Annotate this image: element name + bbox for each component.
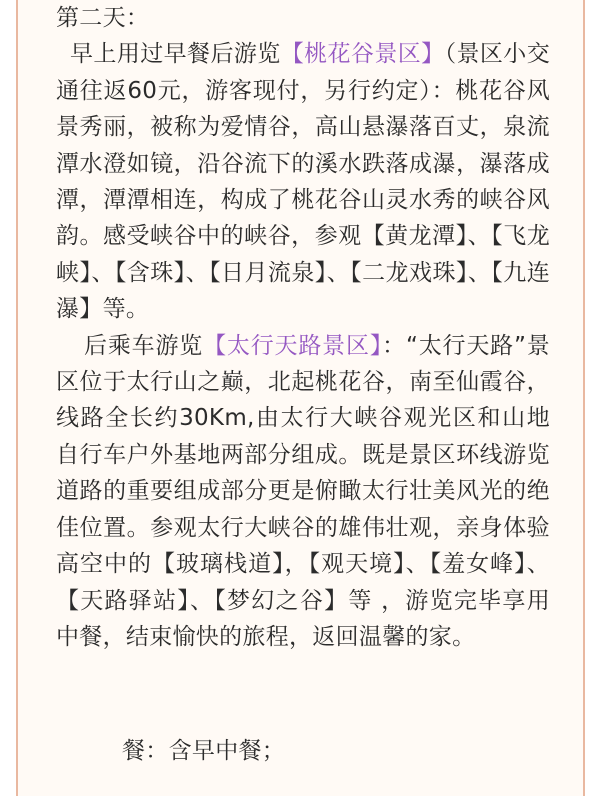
meal-info: 餐：含早中餐； xyxy=(122,738,286,764)
morning-text-rest: （景区小交通往返60元，游客现付，另行约定）：桃花谷风景秀丽，被称为爱情谷，高山悬瀑落百丈，泉流潭水澄如镜，沿谷流下的溪水跌落成瀑，瀑落成潭，潭潭相连，构成了桃花谷山灵水秀的峡谷风韵。感受峡谷中的峡谷，参观【黄龙潭】、【飞龙峡】、【含珠】、【日月流泉】、【二龙戏珠】、【九连瀑】等。 xyxy=(56,41,550,323)
day-title: 第二天： xyxy=(56,5,150,31)
itinerary-content xyxy=(56,0,550,655)
taihang-tianlu-scenic-link: 【太行天路景区】 xyxy=(203,332,383,359)
morning-paragraph xyxy=(56,36,550,327)
afternoon-text-rest: ：“太行天路”景区位于太行山之巅，北起桃花谷，南至仙霞谷，线路全长约30Km,由太行大峡谷观光区和山地自行车户外基地两部分组成。既是景区环线游览道路的重要组成部分更是俯瞰太行壮美风光的绝佳位置。参观太行大峡谷的雄伟壮观，亲身体验高空中的【玻璃栈道】，【观天境】、【羞女峰】、【天路驿站】、【梦幻之谷】等 ，游览完毕享用中餐，结束愉快的旅程，返回温馨的家。 xyxy=(56,332,550,650)
taohuagu-scenic-link: 【桃花谷景区】 xyxy=(280,41,445,68)
afternoon-paragraph xyxy=(56,328,550,656)
morning-text-start: 早上用过早餐后游览 xyxy=(70,41,281,68)
afternoon-text-start: 后乘车游览 xyxy=(84,332,204,359)
